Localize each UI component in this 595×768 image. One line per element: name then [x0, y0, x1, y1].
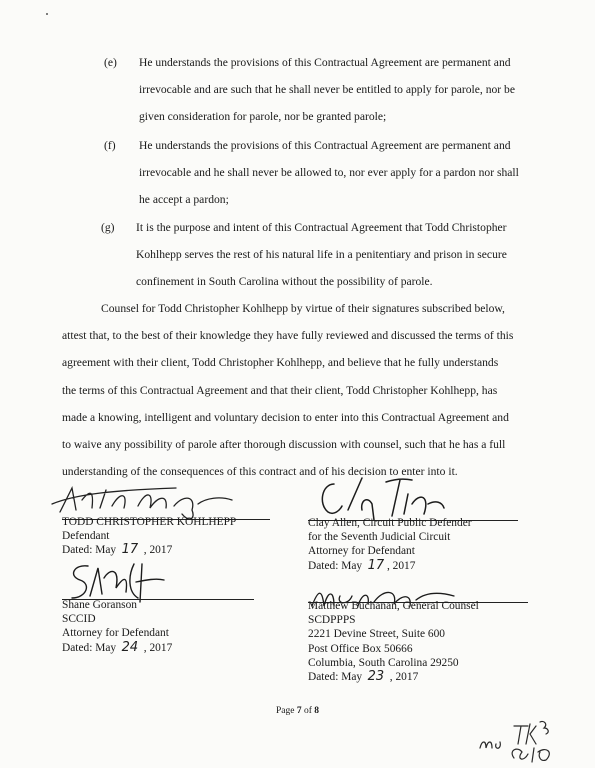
allen-role: for the Seventh Judicial Circuit — [308, 531, 451, 544]
item-g-line: Kohlhepp serves the rest of his natural life in a penitentiary and prison in secure — [136, 248, 507, 261]
kohlhepp-date: Dated: May 17 , 2017 — [62, 542, 173, 558]
item-e-line: given consideration for parole, nor be granted parole; — [139, 110, 387, 123]
paragraph-line: made a knowing, intelligent and voluntary decision to enter into this Contractual Agreement and — [62, 411, 509, 424]
goranson-org: SCCID — [62, 613, 96, 626]
paragraph-line: agreement with their client, Todd Christopher Kohlhepp, and believe that he fully understands — [62, 356, 499, 369]
paragraph-line: understanding of the consequences of this contract and of his decision to enter into it. — [62, 465, 458, 478]
paragraph-line: Counsel for Todd Christopher Kohlhepp by virtue of their signatures subscribed below, — [101, 302, 505, 315]
item-e-line: irrevocable and are such that he shall never be entitled to apply for parole, nor be — [139, 83, 515, 96]
goranson-signature-block — [62, 598, 172, 655]
item-f-line: He understands the provisions of this Contractual Agreement are permanent and — [139, 139, 511, 152]
allen-signature-block — [308, 516, 472, 573]
item-f-marker: (f) — [104, 139, 116, 152]
buchanan-address: Post Office Box 50666 — [308, 642, 413, 655]
allen-date-day: 17 — [367, 557, 385, 573]
goranson-role: Attorney for Defendant — [62, 627, 169, 640]
paragraph-line: attest that, to the best of their knowledge they have fully reviewed and discussed the terms of this — [62, 329, 514, 342]
item-e-marker: (e) — [104, 56, 117, 69]
scan-speck — [46, 13, 48, 15]
buchanan-date-day: 23 — [367, 669, 385, 685]
allen-role2: Attorney for Defendant — [308, 545, 415, 558]
paragraph-line: to waive any possibility of parole after thorough discussion with counsel, such that he has a full — [62, 438, 506, 451]
goranson-date-day: 24 — [121, 639, 139, 655]
allen-name: Clay Allen, Circuit Public Defender — [308, 517, 472, 529]
buchanan-address: Columbia, South Carolina 29250 — [308, 656, 459, 669]
paragraph-line: the terms of this Contractual Agreement and that their client, Todd Christopher Kohlhepp, has — [62, 384, 498, 397]
kohlhepp-name: TODD CHRISTOPHER KOHLHEPP — [62, 516, 237, 528]
item-g-marker: (g) — [101, 221, 115, 234]
buchanan-name: Matthew Buchanan, General Counsel — [308, 600, 479, 612]
item-f-line: he accept a pardon; — [139, 193, 229, 206]
buchanan-date: Dated: May 23 , 2017 — [308, 669, 419, 685]
item-e-line: He understands the provisions of this Contractual Agreement are permanent and — [139, 56, 511, 69]
handwritten-initials — [478, 718, 568, 767]
allen-date: Dated: May 17 , 2017 — [308, 557, 416, 573]
item-g-line: It is the purpose and intent of this Contractual Agreement that Todd Christopher — [136, 221, 507, 234]
item-f-line: irrevocable and he shall never be allowed to, nor ever apply for a pardon nor shall — [139, 166, 519, 179]
buchanan-address: 2221 Devine Street, Suite 600 — [308, 628, 445, 641]
page-number: Page 7 of 8 — [275, 706, 319, 716]
goranson-date: Dated: May 24 , 2017 — [62, 639, 173, 655]
buchanan-signature-block — [308, 599, 479, 684]
kohlhepp-date-day: 17 — [121, 542, 139, 558]
buchanan-org: SCDPPPS — [308, 614, 356, 627]
item-g-line: confinement in South Carolina without the possibility of parole. — [136, 275, 433, 288]
kohlhepp-signature-block — [62, 515, 236, 558]
kohlhepp-role: Defendant — [62, 530, 110, 543]
goranson-name: Shane Goranson — [62, 599, 137, 611]
